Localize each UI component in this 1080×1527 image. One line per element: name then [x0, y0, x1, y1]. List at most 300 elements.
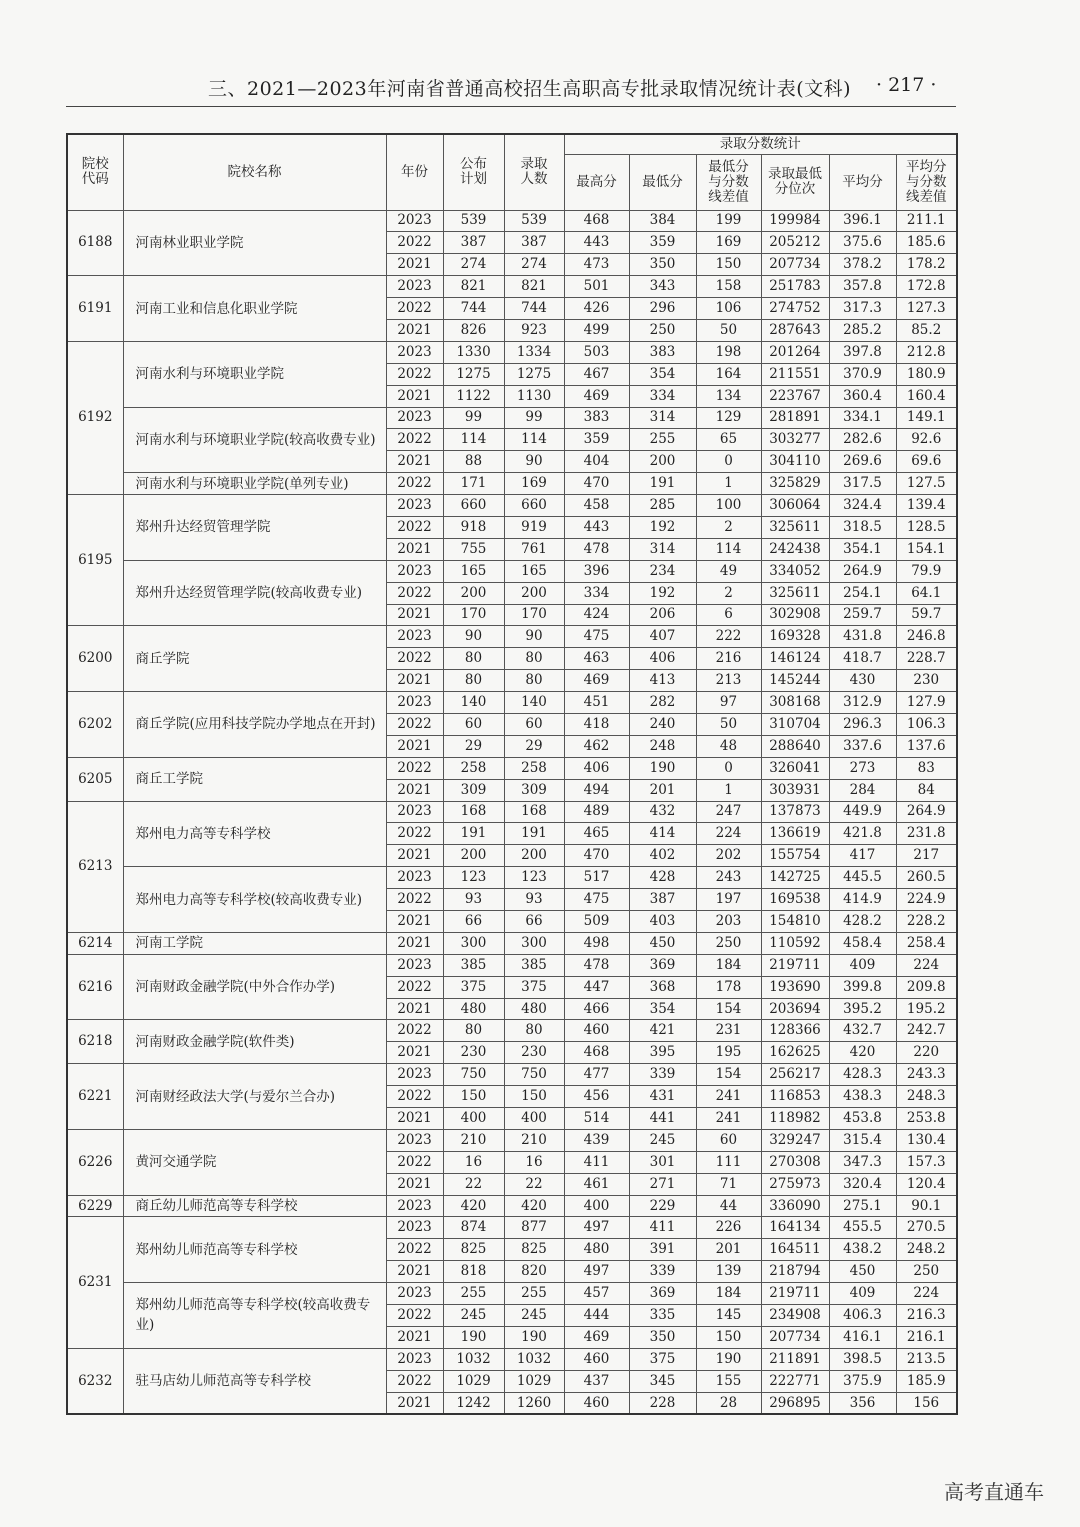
school-name-cell: 郑州幼儿师范高等专科学校(较高收费专业)	[123, 1283, 386, 1349]
admitted-cell: 919	[504, 516, 564, 538]
avg-diff-cell: 156	[896, 1392, 957, 1414]
min-score-cell: 432	[629, 801, 696, 823]
table-row	[67, 1129, 957, 1151]
min-score-cell: 229	[629, 1195, 696, 1217]
plan-cell: 90	[443, 626, 504, 648]
min-score-cell: 250	[629, 319, 696, 341]
min-score-cell: 413	[629, 670, 696, 692]
min-score-cell: 384	[629, 210, 696, 232]
rank-cell: 211891	[761, 1348, 829, 1370]
school-code-cell: 6214	[67, 932, 123, 954]
avg-score-cell: 395.2	[829, 998, 896, 1020]
min-score-cell: 450	[629, 932, 696, 954]
rank-cell: 336090	[761, 1195, 829, 1217]
min-score-cell: 354	[629, 363, 696, 385]
max-score-cell: 480	[564, 1239, 629, 1261]
avg-score-cell: 259.7	[829, 604, 896, 626]
rank-cell: 223767	[761, 385, 829, 407]
plan-cell: 22	[443, 1173, 504, 1195]
plan-cell: 539	[443, 210, 504, 232]
rank-cell: 219711	[761, 954, 829, 976]
avg-diff-cell: 83	[896, 757, 957, 779]
school-code-cell: 6188	[67, 210, 123, 276]
max-score-cell: 468	[564, 210, 629, 232]
min-diff-cell: 184	[696, 954, 761, 976]
school-code-cell: 6191	[67, 276, 123, 342]
min-diff-cell: 100	[696, 495, 761, 517]
plan-cell: 88	[443, 451, 504, 473]
school-name-cell: 河南财政金融学院(软件类)	[123, 1020, 386, 1064]
avg-diff-cell: 228.7	[896, 648, 957, 670]
max-score-cell: 418	[564, 713, 629, 735]
admitted-cell: 387	[504, 232, 564, 254]
rank-cell: 162625	[761, 1042, 829, 1064]
rank-cell: 325611	[761, 516, 829, 538]
rank-cell: 137873	[761, 801, 829, 823]
plan-cell: 744	[443, 298, 504, 320]
rank-cell: 275973	[761, 1173, 829, 1195]
admitted-cell: 255	[504, 1283, 564, 1305]
school-name-cell: 河南财政金融学院(中外合作办学)	[123, 954, 386, 1020]
avg-score-cell: 445.5	[829, 867, 896, 889]
rank-cell: 234908	[761, 1305, 829, 1327]
page-title: 三、2021—2023年河南省普通高校招生高职高专批录取情况统计表(文科)	[208, 78, 852, 100]
min-score-cell: 192	[629, 582, 696, 604]
year-cell: 2023	[386, 954, 443, 976]
plan-cell: 918	[443, 516, 504, 538]
admitted-cell: 140	[504, 692, 564, 714]
admitted-cell: 300	[504, 932, 564, 954]
plan-cell: 1242	[443, 1392, 504, 1414]
table-row	[67, 495, 957, 517]
rank-cell: 142725	[761, 867, 829, 889]
max-score-cell: 465	[564, 823, 629, 845]
plan-cell: 191	[443, 823, 504, 845]
avg-score-cell: 264.9	[829, 560, 896, 582]
max-score-cell: 497	[564, 1217, 629, 1239]
max-score-cell: 468	[564, 1042, 629, 1064]
table-row	[67, 867, 957, 889]
plan-cell: 755	[443, 538, 504, 560]
table-body	[67, 210, 957, 1414]
year-cell: 2021	[386, 319, 443, 341]
col-header-code: 院校代码	[67, 134, 123, 210]
rank-cell: 169328	[761, 626, 829, 648]
avg-diff-cell: 248.2	[896, 1239, 957, 1261]
col-header-min-diff: 最低分与分数线差值	[696, 154, 761, 210]
min-diff-cell: 198	[696, 341, 761, 363]
avg-diff-cell: 154.1	[896, 538, 957, 560]
col-header-min: 最低分	[629, 154, 696, 210]
avg-score-cell: 409	[829, 1283, 896, 1305]
admitted-cell: 22	[504, 1173, 564, 1195]
max-score-cell: 334	[564, 582, 629, 604]
avg-diff-cell: 209.8	[896, 976, 957, 998]
year-cell: 2022	[386, 889, 443, 911]
avg-diff-cell: 213.5	[896, 1348, 957, 1370]
min-diff-cell: 60	[696, 1129, 761, 1151]
table-row	[67, 1064, 957, 1086]
admitted-cell: 80	[504, 670, 564, 692]
year-cell: 2021	[386, 932, 443, 954]
max-score-cell: 411	[564, 1151, 629, 1173]
year-cell: 2022	[386, 713, 443, 735]
avg-diff-cell: 242.7	[896, 1020, 957, 1042]
admitted-cell: 80	[504, 648, 564, 670]
min-score-cell: 391	[629, 1239, 696, 1261]
year-cell: 2022	[386, 976, 443, 998]
rank-cell: 296895	[761, 1392, 829, 1414]
col-header-admitted: 录取人数	[504, 134, 564, 210]
min-score-cell: 190	[629, 757, 696, 779]
admitted-cell: 114	[504, 429, 564, 451]
year-cell: 2021	[386, 538, 443, 560]
min-diff-cell: 97	[696, 692, 761, 714]
avg-diff-cell: 84	[896, 779, 957, 801]
avg-diff-cell: 69.6	[896, 451, 957, 473]
max-score-cell: 396	[564, 560, 629, 582]
rank-cell: 306064	[761, 495, 829, 517]
min-score-cell: 369	[629, 1283, 696, 1305]
plan-cell: 750	[443, 1064, 504, 1086]
rank-cell: 325829	[761, 473, 829, 495]
avg-score-cell: 296.3	[829, 713, 896, 735]
min-diff-cell: 48	[696, 735, 761, 757]
min-diff-cell: 65	[696, 429, 761, 451]
min-score-cell: 339	[629, 1261, 696, 1283]
avg-score-cell: 455.5	[829, 1217, 896, 1239]
max-score-cell: 404	[564, 451, 629, 473]
rank-cell: 274752	[761, 298, 829, 320]
avg-score-cell: 354.1	[829, 538, 896, 560]
plan-cell: 274	[443, 254, 504, 276]
year-cell: 2021	[386, 604, 443, 626]
avg-score-cell: 432.7	[829, 1020, 896, 1042]
avg-diff-cell: 253.8	[896, 1108, 957, 1130]
year-cell: 2023	[386, 626, 443, 648]
avg-score-cell: 315.4	[829, 1129, 896, 1151]
avg-diff-cell: 216.1	[896, 1326, 957, 1348]
school-code-cell: 6213	[67, 801, 123, 932]
max-score-cell: 509	[564, 911, 629, 933]
table-row	[67, 801, 957, 823]
rank-cell: 222771	[761, 1370, 829, 1392]
avg-score-cell: 438.3	[829, 1086, 896, 1108]
min-diff-cell: 250	[696, 932, 761, 954]
avg-score-cell: 409	[829, 954, 896, 976]
school-code-cell: 6195	[67, 495, 123, 626]
plan-cell: 16	[443, 1151, 504, 1173]
admitted-cell: 168	[504, 801, 564, 823]
min-score-cell: 407	[629, 626, 696, 648]
admitted-cell: 93	[504, 889, 564, 911]
rank-cell: 251783	[761, 276, 829, 298]
school-name-cell: 河南水利与环境职业学院(较高收费专业)	[123, 407, 386, 473]
plan-cell: 168	[443, 801, 504, 823]
admitted-cell: 821	[504, 276, 564, 298]
plan-cell: 123	[443, 867, 504, 889]
plan-cell: 258	[443, 757, 504, 779]
plan-cell: 200	[443, 845, 504, 867]
avg-diff-cell: 243.3	[896, 1064, 957, 1086]
max-score-cell: 498	[564, 932, 629, 954]
admitted-cell: 165	[504, 560, 564, 582]
table-row	[67, 757, 957, 779]
avg-diff-cell: 250	[896, 1261, 957, 1283]
plan-cell: 821	[443, 276, 504, 298]
min-diff-cell: 199	[696, 210, 761, 232]
avg-score-cell: 347.3	[829, 1151, 896, 1173]
school-name-cell: 郑州电力高等专科学校	[123, 801, 386, 867]
min-diff-cell: 0	[696, 757, 761, 779]
rank-cell: 136619	[761, 823, 829, 845]
year-cell: 2022	[386, 429, 443, 451]
year-cell: 2021	[386, 254, 443, 276]
rank-cell: 242438	[761, 538, 829, 560]
plan-cell: 385	[443, 954, 504, 976]
avg-diff-cell: 260.5	[896, 867, 957, 889]
year-cell: 2023	[386, 801, 443, 823]
avg-diff-cell: 127.3	[896, 298, 957, 320]
min-score-cell: 296	[629, 298, 696, 320]
avg-score-cell: 284	[829, 779, 896, 801]
year-cell: 2022	[386, 1020, 443, 1042]
year-cell: 2023	[386, 1283, 443, 1305]
col-header-year: 年份	[386, 134, 443, 210]
min-score-cell: 285	[629, 495, 696, 517]
avg-score-cell: 450	[829, 1261, 896, 1283]
avg-diff-cell: 212.8	[896, 341, 957, 363]
plan-cell: 230	[443, 1042, 504, 1064]
col-header-avg-diff: 平均分与分数线差值	[896, 154, 957, 210]
year-cell: 2023	[386, 210, 443, 232]
admitted-cell: 16	[504, 1151, 564, 1173]
admitted-cell: 744	[504, 298, 564, 320]
avg-score-cell: 285.2	[829, 319, 896, 341]
avg-diff-cell: 224	[896, 954, 957, 976]
max-score-cell: 470	[564, 473, 629, 495]
min-score-cell: 431	[629, 1086, 696, 1108]
plan-cell: 1029	[443, 1370, 504, 1392]
min-score-cell: 343	[629, 276, 696, 298]
plan-cell: 480	[443, 998, 504, 1020]
min-score-cell: 248	[629, 735, 696, 757]
max-score-cell: 447	[564, 976, 629, 998]
school-name-cell: 河南林业职业学院	[123, 210, 386, 276]
avg-score-cell: 428.3	[829, 1064, 896, 1086]
page-number: · 217 ·	[876, 74, 937, 96]
year-cell: 2022	[386, 1370, 443, 1392]
rank-cell: 128366	[761, 1020, 829, 1042]
avg-diff-cell: 149.1	[896, 407, 957, 429]
min-diff-cell: 106	[696, 298, 761, 320]
avg-diff-cell: 157.3	[896, 1151, 957, 1173]
admitted-cell: 923	[504, 319, 564, 341]
rank-cell: 325611	[761, 582, 829, 604]
table-row	[67, 1283, 957, 1305]
year-cell: 2021	[386, 670, 443, 692]
rank-cell: 256217	[761, 1064, 829, 1086]
year-cell: 2023	[386, 276, 443, 298]
max-score-cell: 424	[564, 604, 629, 626]
avg-diff-cell: 248.3	[896, 1086, 957, 1108]
school-code-cell: 6192	[67, 341, 123, 494]
avg-diff-cell: 230	[896, 670, 957, 692]
year-cell: 2022	[386, 232, 443, 254]
min-diff-cell: 154	[696, 1064, 761, 1086]
table-row	[67, 626, 957, 648]
avg-diff-cell: 137.6	[896, 735, 957, 757]
min-score-cell: 421	[629, 1020, 696, 1042]
min-score-cell: 334	[629, 385, 696, 407]
year-cell: 2023	[386, 1348, 443, 1370]
min-diff-cell: 202	[696, 845, 761, 867]
plan-cell: 826	[443, 319, 504, 341]
avg-diff-cell: 231.8	[896, 823, 957, 845]
year-cell: 2022	[386, 1305, 443, 1327]
min-diff-cell: 222	[696, 626, 761, 648]
min-diff-cell: 111	[696, 1151, 761, 1173]
min-diff-cell: 158	[696, 276, 761, 298]
rank-cell: 303931	[761, 779, 829, 801]
plan-cell: 80	[443, 648, 504, 670]
admitted-cell: 1032	[504, 1348, 564, 1370]
year-cell: 2022	[386, 823, 443, 845]
avg-diff-cell: 228.2	[896, 911, 957, 933]
plan-cell: 80	[443, 670, 504, 692]
school-code-cell: 6229	[67, 1195, 123, 1217]
max-score-cell: 497	[564, 1261, 629, 1283]
plan-cell: 170	[443, 604, 504, 626]
avg-score-cell: 396.1	[829, 210, 896, 232]
avg-score-cell: 414.9	[829, 889, 896, 911]
min-diff-cell: 213	[696, 670, 761, 692]
year-cell: 2023	[386, 407, 443, 429]
avg-diff-cell: 120.4	[896, 1173, 957, 1195]
admitted-cell: 169	[504, 473, 564, 495]
col-header-rank: 录取最低分位次	[761, 154, 829, 210]
min-score-cell: 441	[629, 1108, 696, 1130]
plan-cell: 400	[443, 1108, 504, 1130]
min-score-cell: 403	[629, 911, 696, 933]
year-cell: 2021	[386, 1392, 443, 1414]
year-cell: 2022	[386, 1086, 443, 1108]
min-score-cell: 406	[629, 648, 696, 670]
admitted-cell: 230	[504, 1042, 564, 1064]
school-code-cell: 6218	[67, 1020, 123, 1064]
avg-diff-cell: 211.1	[896, 210, 957, 232]
min-diff-cell: 155	[696, 1370, 761, 1392]
rank-cell: 287643	[761, 319, 829, 341]
avg-score-cell: 453.8	[829, 1108, 896, 1130]
avg-diff-cell: 195.2	[896, 998, 957, 1020]
max-score-cell: 457	[564, 1283, 629, 1305]
avg-score-cell: 418.7	[829, 648, 896, 670]
max-score-cell: 458	[564, 495, 629, 517]
admitted-cell: 877	[504, 1217, 564, 1239]
min-diff-cell: 190	[696, 1348, 761, 1370]
min-diff-cell: 203	[696, 911, 761, 933]
rank-cell: 207734	[761, 254, 829, 276]
avg-score-cell: 430	[829, 670, 896, 692]
school-name-cell: 商丘幼儿师范高等专科学校	[123, 1195, 386, 1217]
school-name-cell: 黄河交通学院	[123, 1129, 386, 1195]
rank-cell: 334052	[761, 560, 829, 582]
school-name-cell: 商丘学院	[123, 626, 386, 692]
admitted-cell: 420	[504, 1195, 564, 1217]
avg-score-cell: 420	[829, 1042, 896, 1064]
min-score-cell: 375	[629, 1348, 696, 1370]
plan-cell: 387	[443, 232, 504, 254]
table-row	[67, 1217, 957, 1239]
min-diff-cell: 134	[696, 385, 761, 407]
avg-diff-cell: 178.2	[896, 254, 957, 276]
max-score-cell: 460	[564, 1020, 629, 1042]
year-cell: 2021	[386, 1261, 443, 1283]
min-score-cell: 335	[629, 1305, 696, 1327]
min-diff-cell: 226	[696, 1217, 761, 1239]
year-cell: 2023	[386, 1217, 443, 1239]
school-name-cell: 河南水利与环境职业学院	[123, 341, 386, 407]
min-diff-cell: 71	[696, 1173, 761, 1195]
min-diff-cell: 178	[696, 976, 761, 998]
admitted-cell: 820	[504, 1261, 564, 1283]
min-diff-cell: 1	[696, 473, 761, 495]
table-row	[67, 954, 957, 976]
avg-score-cell: 375.6	[829, 232, 896, 254]
max-score-cell: 501	[564, 276, 629, 298]
avg-diff-cell: 217	[896, 845, 957, 867]
min-score-cell: 314	[629, 538, 696, 560]
rank-cell: 326041	[761, 757, 829, 779]
avg-score-cell: 458.4	[829, 932, 896, 954]
plan-cell: 66	[443, 911, 504, 933]
max-score-cell: 406	[564, 757, 629, 779]
avg-diff-cell: 270.5	[896, 1217, 957, 1239]
footer-watermark: 高考直通车	[944, 1480, 1044, 1504]
admitted-cell: 1130	[504, 385, 564, 407]
year-cell: 2021	[386, 735, 443, 757]
admitted-cell: 191	[504, 823, 564, 845]
avg-score-cell: 416.1	[829, 1326, 896, 1348]
avg-diff-cell: 79.9	[896, 560, 957, 582]
year-cell: 2021	[386, 911, 443, 933]
rank-cell: 304110	[761, 451, 829, 473]
avg-diff-cell: 64.1	[896, 582, 957, 604]
admitted-cell: 1334	[504, 341, 564, 363]
min-diff-cell: 243	[696, 867, 761, 889]
admitted-cell: 400	[504, 1108, 564, 1130]
school-code-cell: 6232	[67, 1348, 123, 1414]
min-diff-cell: 241	[696, 1086, 761, 1108]
avg-diff-cell: 128.5	[896, 516, 957, 538]
rank-cell: 302908	[761, 604, 829, 626]
avg-score-cell: 428.2	[829, 911, 896, 933]
min-diff-cell: 247	[696, 801, 761, 823]
plan-cell: 300	[443, 932, 504, 954]
max-score-cell: 514	[564, 1108, 629, 1130]
rank-cell: 207734	[761, 1326, 829, 1348]
avg-score-cell: 375.9	[829, 1370, 896, 1392]
school-name-cell: 河南工学院	[123, 932, 386, 954]
plan-cell: 60	[443, 713, 504, 735]
table-row	[67, 341, 957, 363]
plan-cell: 165	[443, 560, 504, 582]
max-score-cell: 467	[564, 363, 629, 385]
plan-cell: 245	[443, 1305, 504, 1327]
school-code-cell: 6200	[67, 626, 123, 692]
admitted-cell: 170	[504, 604, 564, 626]
